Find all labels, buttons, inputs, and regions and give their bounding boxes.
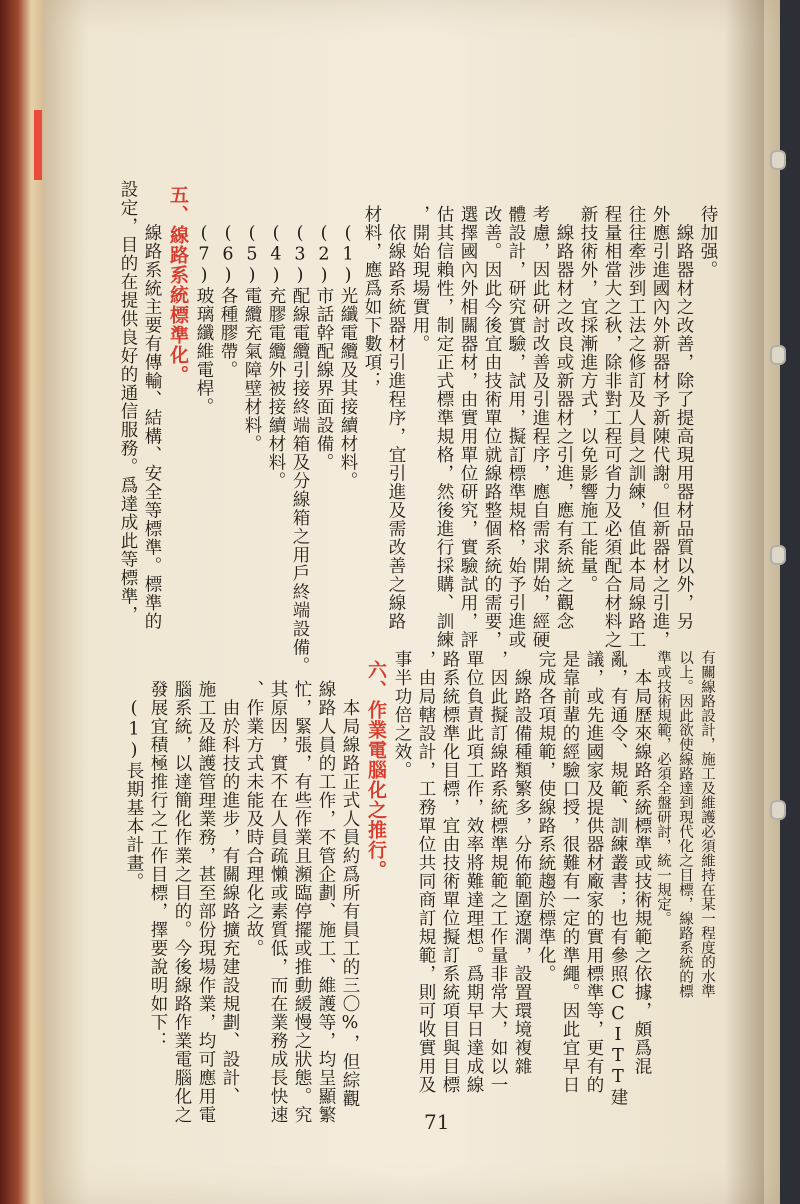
text-column: 依線路系統器材引進程序，宜引進及需改善之線路 (386, 205, 406, 631)
text-column: 往往牽涉到工法之修訂及人員之訓練，值此本局線路工 (626, 205, 646, 649)
text-column: 忙，緊張，有些作業且瀕臨停擺或推動緩慢之狀態。究 (292, 680, 312, 1124)
text-column: 外應引進國內外新器材予新陳代謝。但新器材之引進， (650, 205, 670, 649)
text-column: 線路人員的工作，不管企劃、施工、維護等，均呈顯繁 (316, 680, 336, 1124)
text-column: 體設計，研究實驗，試用，擬訂標準規格，始予引進或 (506, 205, 526, 649)
text-column: 以上。因此欲使線路達到現代化之目標，線路系統的標 (677, 650, 693, 998)
text-column: 事半功倍之效。 (392, 650, 412, 780)
section-heading: 五、線路系統標準化。 (167, 185, 189, 385)
text-column: 路系統標準化目標，宜由技術單位擬訂系統項目與目標 (440, 650, 460, 1094)
text-column: (6)各種膠帶。 (218, 205, 238, 379)
text-column: 由於科技的進步，有關線路擴充建設規劃、設計、 (220, 680, 240, 1106)
text-column: (5)電纜充氣障壁材料。 (242, 205, 262, 453)
text-column: (3)配線電纜引接終端箱及分線箱之用戶終端設備。 (290, 205, 310, 675)
text-column: 發展宜積極推行之工作目標，擇要說明如下： (148, 680, 168, 1050)
book-binding (780, 0, 800, 1204)
text-column: 待加强。 (698, 205, 718, 279)
section-heading: 六、作業電腦化之推行。 (365, 660, 387, 880)
text-column: 選擇國內外相關器材，由實用單位研究，實驗試用，評 (458, 205, 478, 649)
text-column: ，開始現場實用。 (410, 205, 430, 353)
text-column: 線路設備種類繁多，分佈範圍遼濶，設置環境複雜 (512, 650, 532, 1076)
text-column: 本局歷來線路系統標準或技術規範之依據，頗爲混 (632, 650, 652, 1076)
text-column: (1)長期基本計畫。 (124, 680, 144, 891)
page-number: 71 (424, 1110, 450, 1134)
text-column: (4)充膠電纜外被接續材料。 (266, 205, 286, 490)
text-column: 亂，有通令、規範、訓練叢書；也有參照CCITT建 (608, 650, 628, 1107)
text-column: 是靠前輩的經驗口授，很難有一定的準繩。因此宜早日 (560, 650, 580, 1094)
red-bookmark-ribbon (34, 110, 42, 180)
text-column: 線路器材之改良或新器材之引進，應有系統之觀念 (554, 205, 574, 631)
text-column: 改善。因此今後宜由技術單位就線路整個系統的需要， (482, 205, 502, 649)
binding-ring (770, 150, 786, 170)
text-column: 完成各項規範，使線路系統趨於標準化。 (536, 650, 556, 983)
binding-ring (770, 545, 786, 565)
page-gutter-shadow (724, 0, 764, 1204)
text-column: (1)光纖電纜及其接續材料。 (338, 205, 358, 490)
text-column: 其原因，實不在人員疏懶或素質低，而在業務成長快速 (268, 680, 288, 1124)
text-column: 腦系統，以達簡化作業之目的。今後線路作業電腦化之 (172, 680, 192, 1124)
text-column: 單位負責此項工作，效率將難達理想。爲期早日達成線 (464, 650, 484, 1094)
text-column: 施工及維護管理業務，甚至部份現場作業，均可應用電 (196, 680, 216, 1124)
text-column: ，由局轄設計，工務單位共同商訂規範，則可收實用及 (416, 650, 436, 1094)
text-column: (7)玻璃纖維電桿。 (194, 205, 214, 416)
text-column: 本局線路正式人員約爲所有員工的三〇%，但綜觀 (340, 680, 360, 1108)
book-page (44, 0, 784, 1204)
text-column: 估其信賴性，制定正式標準規格，然後進行採購、訓練 (434, 205, 454, 649)
text-column: 考慮，因此研討改善及引進程序，應自需求開始，經硬 (530, 205, 550, 649)
text-column: 線路器材之改善，除了提高現用器材品質以外，另 (674, 205, 694, 631)
text-column: 準或技術規範，必須全盤研討，統一規定。 (655, 650, 671, 926)
text-column: 材料，應爲如下數項； (362, 205, 382, 390)
text-column: 有關線路設計，施工及維護必須維持在某一程度的水準 (699, 650, 715, 998)
text-column: 線路系統主要有傳輸、結構、安全等標準。標準的 (142, 205, 162, 631)
text-column: 設定，目的在提供良好的通信服務。爲達成此等標準， (118, 180, 138, 624)
binding-ring (770, 345, 786, 365)
text-column: (2)市話幹配線界面設備。 (314, 205, 334, 472)
text-column: 、作業方式未能及時合理化之故。 (244, 680, 264, 958)
text-column: ，因此擬訂線路系統標準規範之工作量非常大，如以一 (488, 650, 508, 1094)
text-column: 議，或先進國家及提供器材廠家的實用標準等，更有的 (584, 650, 604, 1094)
binding-ring (770, 800, 786, 820)
text-column: 新技術外，宜採漸進方式，以免影響施工能量。 (578, 205, 598, 594)
text-column: 程量相當大之秋，除非對工程可省力及必須配合材料之 (602, 205, 622, 649)
